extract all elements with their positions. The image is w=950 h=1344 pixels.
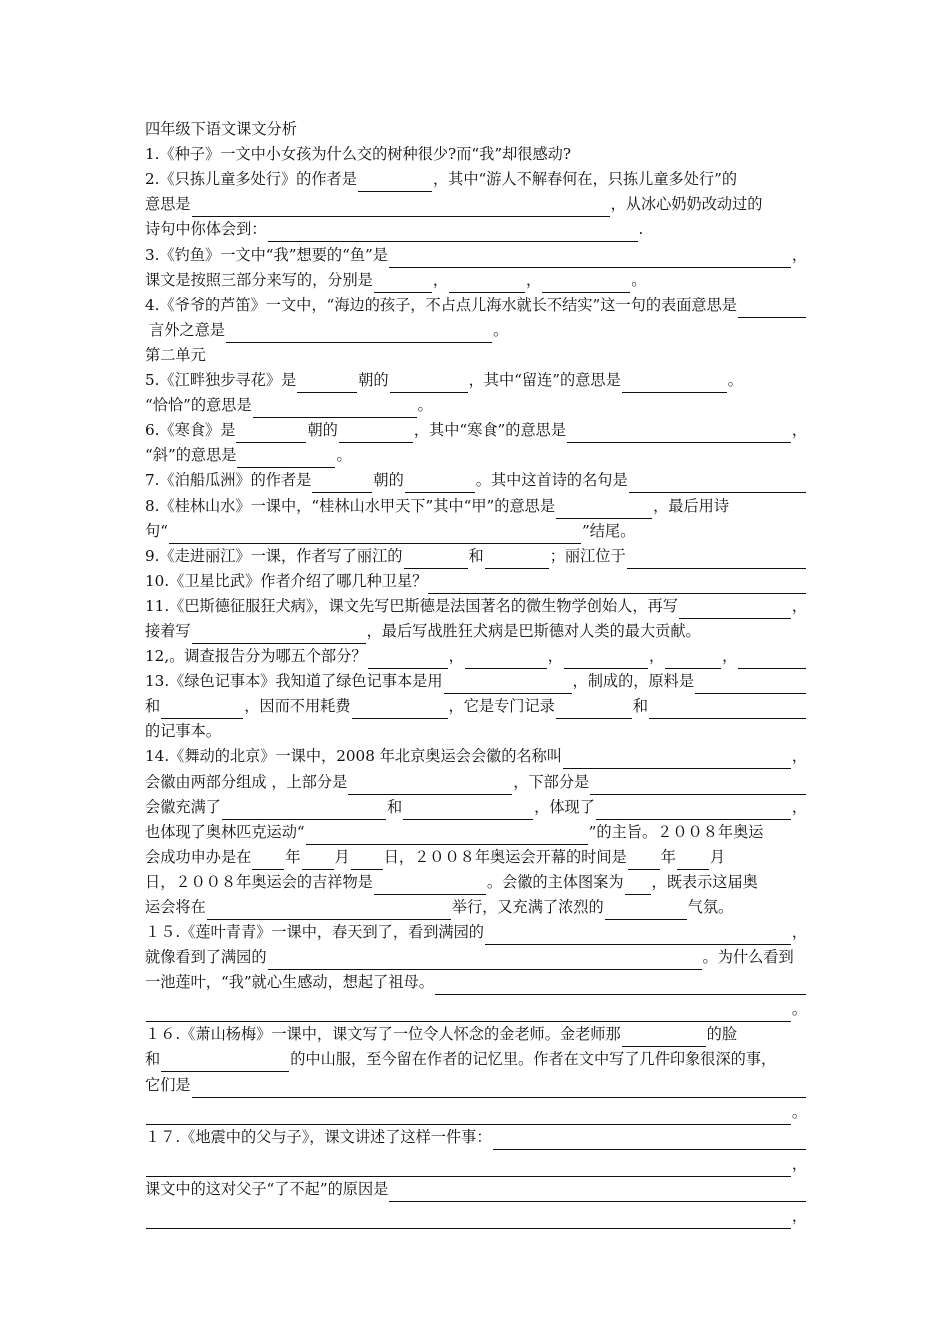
question-14-line-4: 也体现了奥林匹克运动“ ”的主旨。２００８年奥运 — [145, 820, 807, 845]
answer-blank[interactable] — [596, 800, 791, 820]
answer-blank[interactable] — [444, 674, 572, 694]
question-15-line-4: 。 — [145, 995, 807, 1022]
answer-blank[interactable] — [352, 699, 448, 719]
question-16-line-1: １６.《萧山杨梅》一课中，课文写了一位令人怀念的金老师。金老师那 的脸 — [145, 1022, 807, 1047]
answer-blank[interactable] — [268, 950, 702, 970]
answer-blank[interactable] — [738, 298, 806, 318]
answer-blank[interactable] — [403, 800, 533, 820]
question-17-line-1: １７.《地震中的父与子》，课文讲述了这样一件事： — [145, 1125, 807, 1150]
question-17-line-4: ， — [145, 1202, 807, 1229]
question-14-line-7: 运会将在 举行，又充满了浓烈的 气氛。 — [145, 895, 807, 920]
answer-blank[interactable] — [649, 699, 806, 719]
answer-blank[interactable] — [556, 699, 632, 719]
question-13-line-3: 的记事本。 — [145, 722, 221, 741]
answer-blank[interactable] — [169, 524, 581, 544]
answer-blank[interactable] — [253, 398, 417, 418]
answer-blank[interactable] — [237, 448, 335, 468]
answer-blank[interactable] — [358, 172, 432, 192]
answer-blank[interactable] — [192, 1078, 806, 1098]
question-14-line-3: 会徽充满了 和 ，体现了 ， — [145, 795, 807, 820]
answer-blank[interactable] — [306, 825, 588, 845]
answer-blank[interactable] — [389, 248, 791, 268]
answer-blank[interactable] — [389, 1182, 806, 1202]
question-2-line-3: 诗句中你体会到： . — [145, 217, 807, 242]
answer-blank[interactable] — [625, 875, 651, 895]
question-13-line-1: 13.《绿色记事本》我知道了绿色记事本是用 ，制成的，原料是 — [145, 669, 807, 694]
question-17-line-2: ， — [145, 1150, 807, 1177]
answer-blank[interactable] — [449, 273, 525, 293]
answer-blank[interactable] — [556, 499, 652, 519]
answer-blank[interactable] — [679, 599, 791, 619]
answer-blank[interactable] — [368, 649, 448, 669]
question-1: 1.《种子》一文中小女孩为什么交的树种很少?而“我”却很感动? — [145, 145, 571, 164]
question-9: 9.《走进丽江》一课，作者写了丽江的 和 ；丽江位于 — [145, 544, 807, 569]
question-5-line-1: 5.《江畔独步寻花》是 朝的 ，其中“留连”的意思是 。 — [145, 368, 807, 393]
answer-blank[interactable] — [665, 649, 721, 669]
answer-blank[interactable] — [605, 900, 687, 920]
answer-blank[interactable] — [348, 775, 512, 795]
answer-blank[interactable] — [622, 1027, 706, 1047]
question-16-line-4: 。 — [145, 1098, 807, 1125]
answer-blank[interactable] — [390, 373, 468, 393]
answer-blank[interactable] — [590, 775, 806, 795]
question-16-line-3: 它们是 — [145, 1072, 807, 1097]
answer-blank[interactable] — [226, 323, 492, 343]
answer-blank[interactable] — [567, 423, 791, 443]
question-14-line-5: 会成功申办是在 年 月 日，２００８年奥运会开幕的时间是 年 月 — [145, 845, 807, 870]
question-4-line-1: 4.《爷爷的芦笛》一文中，“海边的孩子，不占点儿海水就长不结实”这一句的表面意思是 — [145, 293, 807, 318]
answer-blank[interactable] — [161, 1052, 289, 1072]
answer-blank[interactable] — [252, 850, 284, 870]
answer-blank[interactable] — [627, 549, 806, 569]
answer-blank[interactable] — [351, 850, 383, 870]
question-6-line-2: “斜”的意思是 。 — [145, 443, 807, 468]
answer-blank[interactable] — [405, 473, 475, 493]
answer-blank[interactable] — [236, 423, 306, 443]
answer-blank[interactable] — [146, 1157, 791, 1177]
answer-blank[interactable] — [695, 674, 806, 694]
answer-blank[interactable] — [374, 875, 486, 895]
answer-blank[interactable] — [622, 373, 727, 393]
question-15-line-1: １５.《莲叶青青》一课中，春天到了，看到满园的 ， — [145, 920, 807, 945]
answer-blank[interactable] — [485, 549, 549, 569]
question-10: 10.《卫星比武》作者介绍了哪几种卫星？ — [145, 569, 807, 594]
question-16-line-2: 和 的中山服，至今留在作者的记忆里。作者在文中写了几件印象很深的事， — [145, 1047, 807, 1072]
question-2-line-1: 2.《只拣儿童多处行》的作者是 ，其中“游人不解春何在，只拣儿童多处行”的 — [145, 167, 807, 192]
answer-blank[interactable] — [428, 574, 806, 594]
answer-blank[interactable] — [192, 624, 366, 644]
answer-blank[interactable] — [435, 975, 806, 995]
answer-blank[interactable] — [404, 549, 468, 569]
answer-blank[interactable] — [628, 850, 660, 870]
question-11-line-2: 接着写 ，最后写战胜狂犬病是巴斯德对人类的最大贡献。 — [145, 619, 807, 644]
answer-blank[interactable] — [302, 850, 334, 870]
question-15-line-2: 就像看到了满园的 。为什么看到 — [145, 945, 807, 970]
question-6-line-1: 6.《寒食》是 朝的 ，其中“寒食”的意思是 ， — [145, 418, 807, 443]
answer-blank[interactable] — [192, 197, 610, 217]
answer-blank[interactable] — [629, 473, 806, 493]
answer-blank[interactable] — [485, 925, 791, 945]
answer-blank[interactable] — [146, 1105, 791, 1125]
answer-blank[interactable] — [222, 800, 386, 820]
unit-2-heading: 第二单元 — [145, 345, 206, 364]
question-8-line-1: 8.《桂林山水》一课中，“桂林山水甲天下”其中“甲”的意思是 ，最后用诗 — [145, 493, 807, 518]
question-7: 7.《泊船瓜洲》的作者是 朝的 。其中这首诗的名句是 — [145, 468, 807, 493]
question-12: 12,。调查报告分为哪五个部分？ ， ， ， ， — [145, 644, 807, 669]
answer-blank[interactable] — [563, 749, 791, 769]
question-17-line-3: 课文中的这对父子“了不起”的原因是 — [145, 1177, 807, 1202]
question-11-line-1: 11.《巴斯德征服狂犬病》，课文先写巴斯德是法国著名的微生物学创始人，再写 ， — [145, 594, 807, 619]
worksheet — [145, 117, 807, 1229]
answer-blank[interactable] — [161, 699, 243, 719]
question-15-line-3: 一池莲叶，“我”就心生感动，想起了祖母。 — [145, 970, 807, 995]
answer-blank[interactable] — [146, 1002, 791, 1022]
answer-blank[interactable] — [339, 423, 413, 443]
question-14-line-2: 会徽由两部分组成 ，上部分是 ，下部分是 — [145, 769, 807, 794]
question-5-line-2: “恰恰”的意思是 。 — [145, 393, 807, 418]
answer-blank[interactable] — [374, 273, 432, 293]
answer-blank[interactable] — [297, 373, 357, 393]
question-13-line-2: 和 ，因而不用耗费 ，它是专门记录 和 — [145, 694, 807, 719]
question-2-line-2: 意思是 ，从冰心奶奶改动过的 — [145, 192, 807, 217]
question-14-line-6: 日，２００８年奥运会的吉祥物是 。会徽的主体图案为 ，既表示这届奥 — [145, 870, 807, 895]
answer-blank[interactable] — [493, 1130, 806, 1150]
answer-blank[interactable] — [677, 850, 709, 870]
answer-blank[interactable] — [564, 649, 648, 669]
answer-blank[interactable] — [465, 649, 547, 669]
question-4-line-2: 言外之意是 。 — [145, 318, 807, 343]
question-3-line-2: 课文是按照三部分来写的，分别是 ， ， 。 — [145, 268, 807, 293]
question-3-line-1: 3.《钓鱼》一文中“我”想要的“鱼”是 ， — [145, 242, 807, 267]
answer-blank[interactable] — [146, 1209, 791, 1229]
answer-blank[interactable] — [268, 222, 638, 242]
question-14-line-1: 14.《舞动的北京》一课中，2008 年北京奥运会会徽的名称叫 ， — [145, 744, 807, 769]
answer-blank[interactable] — [312, 473, 372, 493]
answer-blank[interactable] — [542, 273, 630, 293]
answer-blank[interactable] — [738, 649, 806, 669]
question-8-line-2: 句“ ”结尾。 — [145, 519, 807, 544]
worksheet-title: 四年级下语文课文分析 — [145, 120, 297, 139]
answer-blank[interactable] — [207, 900, 451, 920]
